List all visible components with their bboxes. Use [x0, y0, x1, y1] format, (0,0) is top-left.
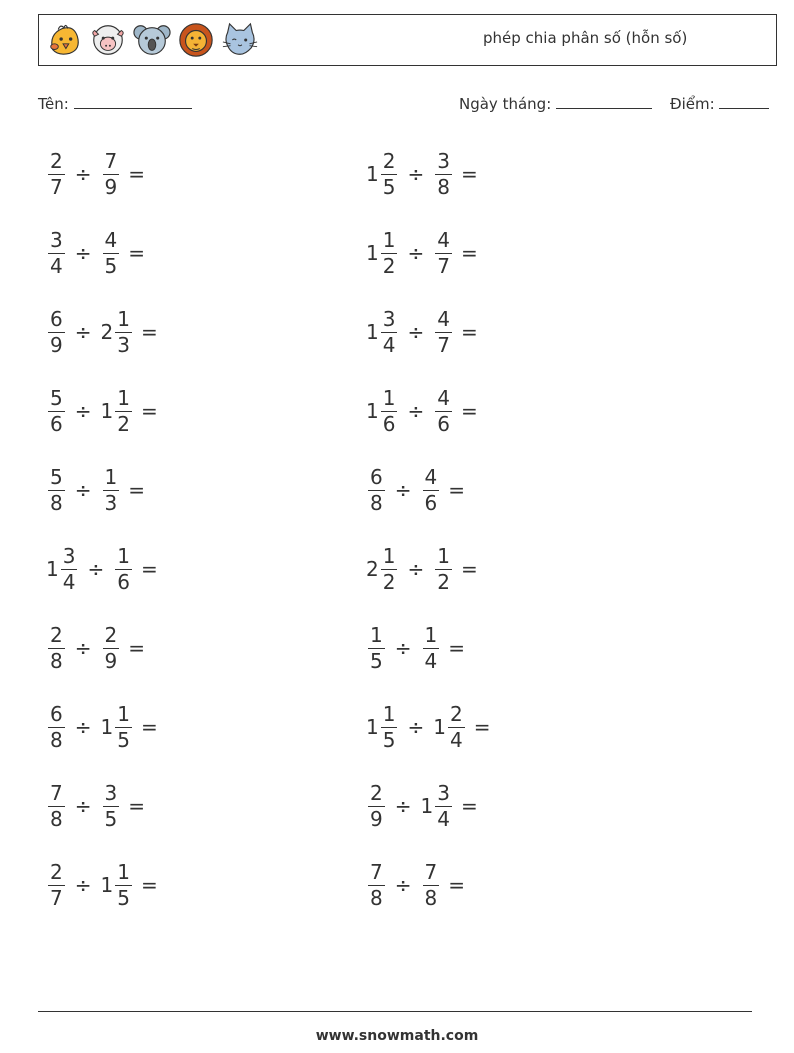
- denominator: 7: [437, 253, 450, 278]
- mixed-number: [366, 544, 398, 595]
- fraction: [115, 860, 132, 911]
- mixed-number: [433, 149, 453, 200]
- sheep-icon: [89, 21, 127, 59]
- mixed-number: [366, 228, 398, 279]
- mixed-number: [46, 149, 66, 200]
- mixed-number: [101, 228, 121, 279]
- numerator: 1: [424, 622, 438, 647]
- fraction: [48, 702, 65, 753]
- mixed-number: [46, 307, 66, 358]
- worksheet-title: phép chia phân số (hỗn số): [483, 29, 688, 47]
- fraction: [368, 781, 385, 832]
- mixed-number: [433, 307, 453, 358]
- name-label: Tên:: [38, 95, 69, 113]
- fraction: [381, 386, 398, 437]
- fraction: [103, 465, 120, 516]
- numerator: 3: [437, 780, 450, 805]
- fraction: [48, 307, 65, 358]
- mixed-number: [366, 623, 386, 674]
- problem-item: [46, 381, 158, 441]
- mixed-number: [433, 544, 453, 595]
- whole-part: 1: [100, 399, 114, 423]
- date-field: [459, 94, 652, 113]
- equals-sign: =: [460, 320, 478, 344]
- fraction: [381, 149, 398, 200]
- fraction: [423, 860, 440, 911]
- equals-sign: =: [140, 873, 158, 897]
- numerator: 1: [437, 543, 450, 568]
- numerator: 6: [50, 306, 63, 331]
- numerator: 7: [50, 780, 63, 805]
- divide-operator: ÷: [74, 399, 92, 423]
- numerator: 4: [437, 306, 450, 331]
- mixed-number: [433, 702, 465, 753]
- numerator: 4: [104, 227, 118, 252]
- denominator: 4: [449, 727, 463, 752]
- lion-icon: [177, 21, 215, 59]
- denominator: 4: [50, 253, 63, 278]
- mixed-number: [46, 781, 66, 832]
- divide-operator: ÷: [87, 557, 105, 581]
- numerator: 2: [50, 859, 63, 884]
- numerator: 1: [117, 385, 130, 410]
- equals-sign: =: [128, 478, 145, 502]
- problem-item: [366, 697, 490, 757]
- mixed-number: [366, 702, 398, 753]
- fraction: [48, 386, 65, 437]
- fraction: [103, 623, 120, 674]
- fraction: [103, 781, 120, 832]
- denominator: 7: [437, 332, 450, 357]
- equals-sign: =: [128, 241, 145, 265]
- numerator: 7: [104, 148, 118, 173]
- cat-icon: [221, 21, 259, 59]
- denominator: 6: [424, 490, 438, 515]
- problem-item: [46, 855, 158, 915]
- whole-part: 1: [366, 241, 379, 265]
- problem-item: [46, 697, 158, 757]
- divide-operator: ÷: [394, 478, 412, 502]
- score-label: Điểm:: [670, 95, 715, 113]
- numerator: 3: [50, 227, 63, 252]
- mixed-number: [101, 307, 133, 358]
- whole-part: 1: [366, 399, 379, 423]
- divide-operator: ÷: [74, 715, 92, 739]
- problem-item: [46, 618, 145, 678]
- numerator: 2: [370, 780, 383, 805]
- equals-sign: =: [128, 794, 145, 818]
- problem-item: [366, 144, 478, 204]
- denominator: 5: [382, 174, 396, 199]
- whole-part: 1: [366, 320, 379, 344]
- fraction: [381, 307, 398, 358]
- fraction: [48, 623, 65, 674]
- fraction: [435, 386, 452, 437]
- numerator: 1: [382, 227, 396, 252]
- whole-part: 1: [420, 794, 434, 818]
- equals-sign: =: [473, 715, 491, 739]
- mixed-number: [433, 386, 453, 437]
- mixed-number: [101, 702, 133, 753]
- fraction: [48, 781, 65, 832]
- problem-item: [46, 539, 158, 599]
- problem-item: [366, 855, 465, 915]
- problem-item: [46, 776, 145, 836]
- numerator: 3: [382, 306, 396, 331]
- mixed-number: [366, 781, 386, 832]
- divide-operator: ÷: [74, 241, 92, 265]
- mixed-number: [101, 623, 121, 674]
- numerator: 2: [50, 148, 63, 173]
- problem-item: [46, 460, 145, 520]
- equals-sign: =: [460, 399, 478, 423]
- problem-item: [366, 618, 465, 678]
- header-box: [38, 14, 777, 66]
- fraction: [48, 860, 65, 911]
- divide-operator: ÷: [74, 794, 92, 818]
- fraction: [435, 781, 452, 832]
- denominator: 6: [50, 411, 63, 436]
- denominator: 3: [104, 490, 118, 515]
- denominator: 5: [104, 253, 118, 278]
- numerator: 7: [424, 859, 438, 884]
- fraction: [115, 544, 132, 595]
- problem-item: [46, 302, 158, 362]
- footer-divider: [38, 1011, 752, 1012]
- denominator: 7: [50, 885, 63, 910]
- footer-url: www.snowmath.com: [315, 1028, 479, 1044]
- mixed-number: [101, 860, 133, 911]
- score-field: [670, 94, 769, 113]
- whole-part: 1: [100, 715, 114, 739]
- denominator: 7: [50, 174, 63, 199]
- divide-operator: ÷: [74, 320, 92, 344]
- fraction: [435, 544, 452, 595]
- score-blank[interactable]: [719, 94, 769, 109]
- divide-operator: ÷: [407, 715, 425, 739]
- denominator: 8: [370, 885, 383, 910]
- name-field: [38, 94, 192, 113]
- mixed-number: [46, 228, 66, 279]
- denominator: 9: [104, 174, 118, 199]
- numerator: 7: [370, 859, 383, 884]
- denominator: 4: [62, 569, 76, 594]
- denominator: 5: [117, 727, 130, 752]
- denominator: 2: [382, 569, 396, 594]
- numerator: 1: [117, 859, 130, 884]
- divide-operator: ÷: [407, 162, 425, 186]
- divide-operator: ÷: [74, 478, 92, 502]
- numerator: 3: [437, 148, 450, 173]
- numerator: 4: [424, 464, 438, 489]
- denominator: 6: [382, 411, 396, 436]
- fraction: [381, 544, 398, 595]
- numerator: 1: [104, 464, 118, 489]
- fraction: [115, 307, 132, 358]
- fraction: [48, 149, 65, 200]
- denominator: 9: [50, 332, 63, 357]
- koala-icon: [133, 21, 171, 59]
- whole-part: 2: [100, 320, 114, 344]
- equals-sign: =: [448, 873, 465, 897]
- denominator: 2: [382, 253, 396, 278]
- mixed-number: [433, 228, 453, 279]
- fraction: [381, 702, 398, 753]
- mixed-number: [113, 544, 133, 595]
- divide-operator: ÷: [74, 873, 92, 897]
- chick-icon: [45, 21, 83, 59]
- mixed-number: [101, 465, 121, 516]
- fraction: [368, 623, 385, 674]
- mixed-number: [366, 465, 386, 516]
- date-blank[interactable]: [556, 94, 652, 109]
- numerator: 1: [382, 385, 396, 410]
- mixed-number: [101, 781, 121, 832]
- numerator: 6: [50, 701, 63, 726]
- mixed-number: [366, 386, 398, 437]
- numerator: 1: [370, 622, 383, 647]
- fraction: [48, 228, 65, 279]
- fraction: [115, 386, 132, 437]
- fraction: [381, 228, 398, 279]
- equals-sign: =: [460, 241, 478, 265]
- mixed-number: [46, 623, 66, 674]
- equals-sign: =: [460, 557, 478, 581]
- numerator: 5: [50, 464, 63, 489]
- fraction: [423, 465, 440, 516]
- denominator: 5: [117, 885, 130, 910]
- mixed-number: [101, 149, 121, 200]
- equals-sign: =: [140, 715, 158, 739]
- numerator: 5: [50, 385, 63, 410]
- denominator: 5: [382, 727, 396, 752]
- numerator: 1: [117, 306, 130, 331]
- divide-operator: ÷: [394, 636, 412, 660]
- mixed-number: [46, 544, 78, 595]
- mixed-number: [101, 386, 133, 437]
- problem-item: [366, 460, 465, 520]
- fraction: [368, 465, 385, 516]
- denominator: 8: [50, 727, 63, 752]
- animal-icons: [45, 21, 259, 61]
- denominator: 9: [370, 806, 383, 831]
- mixed-number: [366, 307, 398, 358]
- fraction: [48, 465, 65, 516]
- equals-sign: =: [460, 162, 478, 186]
- denominator: 8: [370, 490, 383, 515]
- numerator: 4: [437, 385, 450, 410]
- problem-item: [46, 144, 145, 204]
- denominator: 3: [117, 332, 130, 357]
- mixed-number: [421, 781, 453, 832]
- equals-sign: =: [448, 478, 465, 502]
- divide-operator: ÷: [407, 320, 425, 344]
- whole-part: 2: [366, 557, 379, 581]
- fraction: [103, 228, 120, 279]
- numerator: 3: [104, 780, 118, 805]
- problem-item: [366, 223, 478, 283]
- divide-operator: ÷: [394, 873, 412, 897]
- whole-part: 1: [100, 873, 114, 897]
- denominator: 4: [424, 648, 438, 673]
- divide-operator: ÷: [74, 636, 92, 660]
- equals-sign: =: [128, 162, 145, 186]
- denominator: 9: [104, 648, 118, 673]
- denominator: 8: [50, 490, 63, 515]
- numerator: 2: [449, 701, 463, 726]
- denominator: 4: [382, 332, 396, 357]
- problem-item: [366, 381, 478, 441]
- whole-part: 1: [46, 557, 59, 581]
- problem-item: [366, 539, 478, 599]
- divide-operator: ÷: [407, 557, 425, 581]
- fraction: [115, 702, 132, 753]
- divide-operator: ÷: [407, 241, 425, 265]
- denominator: 2: [437, 569, 450, 594]
- problem-item: [366, 302, 478, 362]
- denominator: 5: [370, 648, 383, 673]
- fraction: [61, 544, 78, 595]
- fraction: [423, 623, 440, 674]
- divide-operator: ÷: [74, 162, 92, 186]
- equals-sign: =: [448, 636, 465, 660]
- mixed-number: [421, 623, 441, 674]
- equals-sign: =: [140, 320, 158, 344]
- numerator: 1: [117, 701, 130, 726]
- mixed-number: [46, 860, 66, 911]
- denominator: 8: [437, 174, 450, 199]
- whole-part: 1: [366, 162, 379, 186]
- mixed-number: [366, 149, 398, 200]
- numerator: 2: [104, 622, 118, 647]
- denominator: 8: [50, 806, 63, 831]
- numerator: 3: [62, 543, 76, 568]
- fraction: [103, 149, 120, 200]
- denominator: 6: [437, 411, 450, 436]
- fraction: [368, 860, 385, 911]
- denominator: 5: [104, 806, 118, 831]
- equals-sign: =: [128, 636, 145, 660]
- numerator: 1: [382, 701, 396, 726]
- numerator: 6: [370, 464, 383, 489]
- name-blank[interactable]: [74, 94, 192, 109]
- fraction: [435, 307, 452, 358]
- denominator: 4: [437, 806, 450, 831]
- divide-operator: ÷: [394, 794, 412, 818]
- numerator: 2: [382, 148, 396, 173]
- date-label: Ngày tháng:: [459, 95, 552, 113]
- denominator: 6: [117, 569, 130, 594]
- mixed-number: [46, 702, 66, 753]
- fraction: [435, 149, 452, 200]
- mixed-number: [46, 386, 66, 437]
- problem-item: [46, 223, 145, 283]
- fraction: [448, 702, 465, 753]
- numerator: 1: [382, 543, 396, 568]
- equals-sign: =: [140, 399, 158, 423]
- denominator: 8: [50, 648, 63, 673]
- mixed-number: [46, 465, 66, 516]
- whole-part: 1: [366, 715, 379, 739]
- divide-operator: ÷: [407, 399, 425, 423]
- mixed-number: [366, 860, 386, 911]
- equals-sign: =: [140, 557, 158, 581]
- equals-sign: =: [460, 794, 478, 818]
- numerator: 1: [117, 543, 130, 568]
- denominator: 8: [424, 885, 438, 910]
- whole-part: 1: [433, 715, 446, 739]
- numerator: 2: [50, 622, 63, 647]
- mixed-number: [421, 465, 441, 516]
- numerator: 4: [437, 227, 450, 252]
- mixed-number: [421, 860, 441, 911]
- fraction: [435, 228, 452, 279]
- problem-item: [366, 776, 478, 836]
- denominator: 2: [117, 411, 130, 436]
